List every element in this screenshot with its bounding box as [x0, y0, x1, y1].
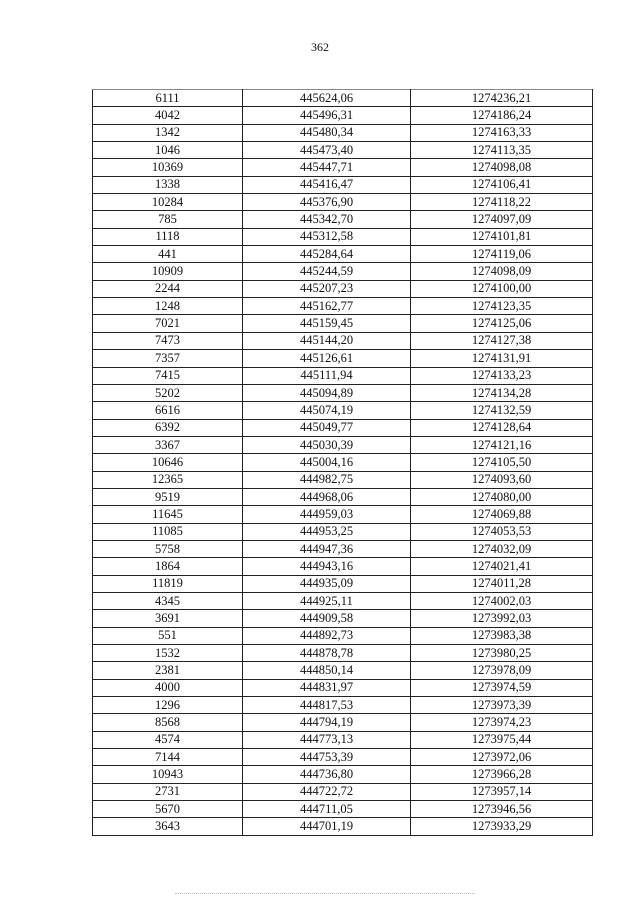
y-coordinate-cell: 1274097,09 [411, 211, 593, 228]
y-coordinate-cell: 1274128,64 [411, 419, 593, 436]
point-number-cell: 3643 [93, 818, 243, 835]
table-row [93, 176, 593, 193]
y-coordinate-cell: 1274069,88 [411, 506, 593, 523]
table-row [93, 488, 593, 505]
x-coordinate-cell: 444953,25 [243, 523, 411, 540]
point-number-cell: 4345 [93, 592, 243, 609]
x-coordinate-cell: 444878,78 [243, 645, 411, 662]
x-coordinate-cell: 444773,13 [243, 731, 411, 748]
table-row [93, 228, 593, 245]
point-number-cell: 3367 [93, 436, 243, 453]
table-row [93, 818, 593, 835]
x-coordinate-cell: 445624,06 [243, 90, 411, 107]
table-row [93, 90, 593, 107]
footer-divider [175, 893, 475, 894]
y-coordinate-cell: 1274121,16 [411, 436, 593, 453]
x-coordinate-cell: 445376,90 [243, 194, 411, 211]
point-number-cell: 551 [93, 627, 243, 644]
point-number-cell: 10284 [93, 194, 243, 211]
y-coordinate-cell: 1274105,50 [411, 454, 593, 471]
y-coordinate-cell: 1273980,25 [411, 645, 593, 662]
y-coordinate-cell: 1273974,59 [411, 679, 593, 696]
point-number-cell: 1046 [93, 142, 243, 159]
table-row [93, 645, 593, 662]
y-coordinate-cell: 1274134,28 [411, 384, 593, 401]
x-coordinate-cell: 445049,77 [243, 419, 411, 436]
x-coordinate-cell: 445030,39 [243, 436, 411, 453]
point-number-cell: 1296 [93, 697, 243, 714]
table-row [93, 506, 593, 523]
y-coordinate-cell: 1274131,91 [411, 350, 593, 367]
y-coordinate-cell: 1274080,00 [411, 488, 593, 505]
y-coordinate-cell: 1274002,03 [411, 592, 593, 609]
point-number-cell: 1342 [93, 124, 243, 141]
table-row [93, 471, 593, 488]
x-coordinate-cell: 444968,06 [243, 488, 411, 505]
table-row [93, 731, 593, 748]
coordinates-table-body [93, 90, 593, 836]
point-number-cell: 1864 [93, 558, 243, 575]
point-number-cell: 6111 [93, 90, 243, 107]
y-coordinate-cell: 1274236,21 [411, 90, 593, 107]
x-coordinate-cell: 445074,19 [243, 402, 411, 419]
page-number: 362 [311, 40, 329, 54]
y-coordinate-cell: 1274098,09 [411, 263, 593, 280]
y-coordinate-cell: 1274100,00 [411, 280, 593, 297]
y-coordinate-cell: 1274118,22 [411, 194, 593, 211]
point-number-cell: 5758 [93, 540, 243, 557]
point-number-cell: 1532 [93, 645, 243, 662]
y-coordinate-cell: 1274011,28 [411, 575, 593, 592]
x-coordinate-cell: 444794,19 [243, 714, 411, 731]
x-coordinate-cell: 444817,53 [243, 697, 411, 714]
y-coordinate-cell: 1273992,03 [411, 610, 593, 627]
table-row [93, 384, 593, 401]
table-row [93, 107, 593, 124]
table-row [93, 679, 593, 696]
y-coordinate-cell: 1274133,23 [411, 367, 593, 384]
point-number-cell: 12365 [93, 471, 243, 488]
point-number-cell: 7415 [93, 367, 243, 384]
table-row [93, 523, 593, 540]
x-coordinate-cell: 445473,40 [243, 142, 411, 159]
y-coordinate-cell: 1273973,39 [411, 697, 593, 714]
point-number-cell: 5670 [93, 801, 243, 818]
table-row [93, 367, 593, 384]
y-coordinate-cell: 1273975,44 [411, 731, 593, 748]
x-coordinate-cell: 444711,05 [243, 801, 411, 818]
point-number-cell: 4574 [93, 731, 243, 748]
point-number-cell: 6616 [93, 402, 243, 419]
y-coordinate-cell: 1274127,38 [411, 332, 593, 349]
x-coordinate-cell: 445447,71 [243, 159, 411, 176]
x-coordinate-cell: 445284,64 [243, 246, 411, 263]
point-number-cell: 7021 [93, 315, 243, 332]
table-row [93, 194, 593, 211]
x-coordinate-cell: 445496,31 [243, 107, 411, 124]
table-row [93, 315, 593, 332]
x-coordinate-cell: 444736,80 [243, 766, 411, 783]
y-coordinate-cell: 1273966,28 [411, 766, 593, 783]
y-coordinate-cell: 1273972,06 [411, 749, 593, 766]
table-row [93, 697, 593, 714]
point-number-cell: 785 [93, 211, 243, 228]
x-coordinate-cell: 444947,36 [243, 540, 411, 557]
y-coordinate-cell: 1274032,09 [411, 540, 593, 557]
point-number-cell: 7357 [93, 350, 243, 367]
point-number-cell: 10943 [93, 766, 243, 783]
point-number-cell: 7473 [93, 332, 243, 349]
table-row [93, 246, 593, 263]
x-coordinate-cell: 444935,09 [243, 575, 411, 592]
y-coordinate-cell: 1274021,41 [411, 558, 593, 575]
table-row [93, 610, 593, 627]
table-row [93, 575, 593, 592]
y-coordinate-cell: 1274101,81 [411, 228, 593, 245]
table-row [93, 749, 593, 766]
table-row [93, 350, 593, 367]
table-row [93, 783, 593, 800]
y-coordinate-cell: 1273974,23 [411, 714, 593, 731]
table-row [93, 211, 593, 228]
y-coordinate-cell: 1273957,14 [411, 783, 593, 800]
x-coordinate-cell: 444831,97 [243, 679, 411, 696]
point-number-cell: 11085 [93, 523, 243, 540]
x-coordinate-cell: 444753,39 [243, 749, 411, 766]
point-number-cell: 7144 [93, 749, 243, 766]
table-row [93, 419, 593, 436]
table-row [93, 766, 593, 783]
point-number-cell: 441 [93, 246, 243, 263]
x-coordinate-cell: 444722,72 [243, 783, 411, 800]
x-coordinate-cell: 444701,19 [243, 818, 411, 835]
point-number-cell: 9519 [93, 488, 243, 505]
table-row [93, 402, 593, 419]
point-number-cell: 10646 [93, 454, 243, 471]
x-coordinate-cell: 445342,70 [243, 211, 411, 228]
table-row [93, 662, 593, 679]
x-coordinate-cell: 445416,47 [243, 176, 411, 193]
coordinates-table [92, 89, 593, 836]
y-coordinate-cell: 1274163,33 [411, 124, 593, 141]
point-number-cell: 1248 [93, 298, 243, 315]
table-row [93, 627, 593, 644]
x-coordinate-cell: 445004,16 [243, 454, 411, 471]
y-coordinate-cell: 1274186,24 [411, 107, 593, 124]
point-number-cell: 1338 [93, 176, 243, 193]
table-row [93, 558, 593, 575]
table-row [93, 124, 593, 141]
point-number-cell: 1118 [93, 228, 243, 245]
x-coordinate-cell: 445144,20 [243, 332, 411, 349]
x-coordinate-cell: 445207,23 [243, 280, 411, 297]
x-coordinate-cell: 444982,75 [243, 471, 411, 488]
table-row [93, 714, 593, 731]
y-coordinate-cell: 1274123,35 [411, 298, 593, 315]
y-coordinate-cell: 1274053,53 [411, 523, 593, 540]
y-coordinate-cell: 1274106,41 [411, 176, 593, 193]
table-row [93, 280, 593, 297]
x-coordinate-cell: 445480,34 [243, 124, 411, 141]
y-coordinate-cell: 1273946,56 [411, 801, 593, 818]
point-number-cell: 8568 [93, 714, 243, 731]
y-coordinate-cell: 1273933,29 [411, 818, 593, 835]
point-number-cell: 11645 [93, 506, 243, 523]
point-number-cell: 10369 [93, 159, 243, 176]
x-coordinate-cell: 445312,58 [243, 228, 411, 245]
point-number-cell: 4000 [93, 679, 243, 696]
point-number-cell: 10909 [93, 263, 243, 280]
x-coordinate-cell: 445111,94 [243, 367, 411, 384]
x-coordinate-cell: 444850,14 [243, 662, 411, 679]
y-coordinate-cell: 1274132,59 [411, 402, 593, 419]
x-coordinate-cell: 444943,16 [243, 558, 411, 575]
y-coordinate-cell: 1273983,38 [411, 627, 593, 644]
table-row [93, 332, 593, 349]
point-number-cell: 2244 [93, 280, 243, 297]
point-number-cell: 2381 [93, 662, 243, 679]
x-coordinate-cell: 444909,58 [243, 610, 411, 627]
x-coordinate-cell: 445244,59 [243, 263, 411, 280]
x-coordinate-cell: 444925,11 [243, 592, 411, 609]
table-row [93, 142, 593, 159]
table-row [93, 592, 593, 609]
x-coordinate-cell: 444959,03 [243, 506, 411, 523]
table-row [93, 298, 593, 315]
y-coordinate-cell: 1274093,60 [411, 471, 593, 488]
y-coordinate-cell: 1273978,09 [411, 662, 593, 679]
x-coordinate-cell: 445159,45 [243, 315, 411, 332]
table-row [93, 454, 593, 471]
point-number-cell: 3691 [93, 610, 243, 627]
point-number-cell: 6392 [93, 419, 243, 436]
table-row [93, 540, 593, 557]
y-coordinate-cell: 1274119,06 [411, 246, 593, 263]
table-row [93, 436, 593, 453]
point-number-cell: 11819 [93, 575, 243, 592]
y-coordinate-cell: 1274113,35 [411, 142, 593, 159]
point-number-cell: 4042 [93, 107, 243, 124]
x-coordinate-cell: 445094,89 [243, 384, 411, 401]
point-number-cell: 2731 [93, 783, 243, 800]
table-row [93, 263, 593, 280]
x-coordinate-cell: 445126,61 [243, 350, 411, 367]
table-row [93, 801, 593, 818]
x-coordinate-cell: 445162,77 [243, 298, 411, 315]
y-coordinate-cell: 1274125,06 [411, 315, 593, 332]
x-coordinate-cell: 444892,73 [243, 627, 411, 644]
y-coordinate-cell: 1274098,08 [411, 159, 593, 176]
point-number-cell: 5202 [93, 384, 243, 401]
table-row [93, 159, 593, 176]
